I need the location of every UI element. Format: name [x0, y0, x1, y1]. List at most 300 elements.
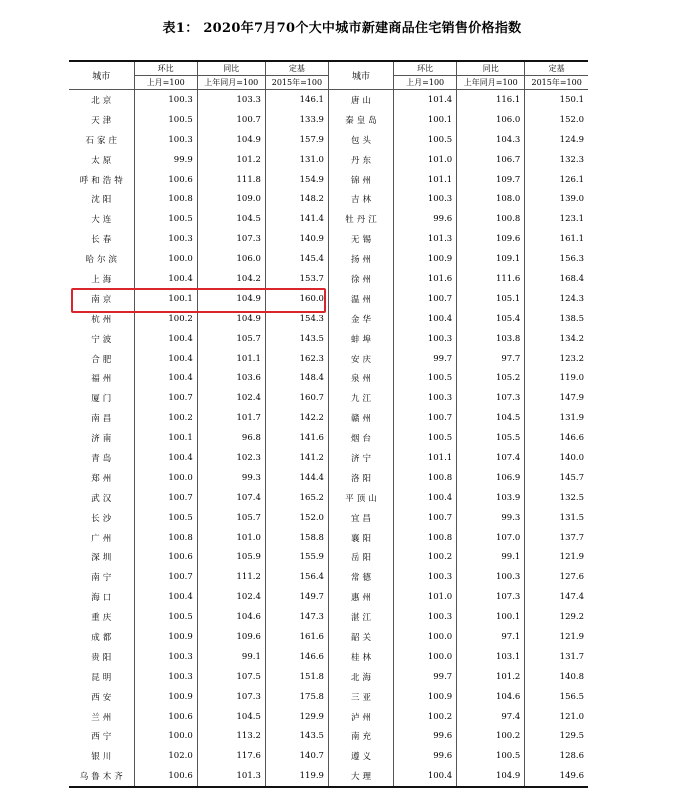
left-yoy-cell: 103.3	[197, 90, 265, 110]
header-base-left: 定基	[265, 61, 328, 76]
left-yoy-cell: 101.1	[197, 349, 265, 369]
right-base-cell: 123.2	[525, 349, 588, 369]
left-yoy-cell: 107.3	[197, 229, 265, 249]
left-yoy-cell: 103.6	[197, 368, 265, 388]
right-mom-cell: 100.7	[394, 408, 457, 428]
right-base-cell: 152.0	[525, 110, 588, 130]
left-city-cell: 青岛	[91, 453, 115, 464]
left-base-cell: 141.4	[265, 209, 328, 229]
left-city-cell: 乌鲁木齐	[69, 766, 134, 787]
left-mom-cell: 100.5	[134, 607, 197, 627]
right-yoy-cell: 104.6	[457, 687, 525, 707]
left-yoy-cell: 99.3	[197, 468, 265, 488]
right-base-cell: 168.4	[525, 269, 588, 289]
left-mom-cell: 100.6	[134, 547, 197, 567]
right-base-cell: 132.3	[525, 150, 588, 170]
right-city-cell: 平顶山	[328, 488, 393, 508]
right-base-cell: 127.6	[525, 567, 588, 587]
table-row	[69, 368, 588, 388]
right-yoy-cell: 103.1	[457, 647, 525, 667]
left-mom-cell: 100.6	[134, 766, 197, 787]
right-yoy-cell: 106.0	[457, 110, 525, 130]
table-row	[69, 528, 588, 548]
right-base-cell: 124.3	[525, 289, 588, 309]
header-city-right: 城市	[328, 61, 393, 90]
table-row	[69, 547, 588, 567]
right-city-cell: 襄阳	[328, 528, 393, 548]
right-mom-cell: 101.1	[394, 448, 457, 468]
right-city-cell: 韶关	[328, 627, 393, 647]
header-city-left: 城市	[69, 61, 134, 90]
left-city-cell: 郑州	[91, 473, 115, 484]
table-row	[69, 567, 588, 587]
table-row	[69, 746, 588, 766]
right-yoy-cell: 100.2	[457, 727, 525, 747]
right-yoy-cell: 106.7	[457, 150, 525, 170]
left-mom-cell: 100.5	[134, 209, 197, 229]
right-mom-cell: 101.3	[394, 229, 457, 249]
left-base-cell: 140.9	[265, 229, 328, 249]
table-row	[69, 766, 588, 787]
left-yoy-cell: 111.8	[197, 170, 265, 190]
left-base-cell: 131.0	[265, 150, 328, 170]
right-base-cell: 126.1	[525, 170, 588, 190]
right-mom-cell: 100.7	[394, 508, 457, 528]
left-mom-cell: 100.1	[134, 428, 197, 448]
left-base-cell: 175.8	[265, 687, 328, 707]
right-city-cell: 吉林	[328, 189, 393, 209]
right-base-cell: 140.0	[525, 448, 588, 468]
right-yoy-cell: 105.1	[457, 289, 525, 309]
left-base-cell: 149.7	[265, 587, 328, 607]
table-row	[69, 428, 588, 448]
left-mom-cell: 100.3	[134, 90, 197, 110]
left-yoy-cell: 105.7	[197, 508, 265, 528]
right-mom-cell: 100.0	[394, 627, 457, 647]
right-base-cell: 131.7	[525, 647, 588, 667]
right-yoy-cell: 99.1	[457, 547, 525, 567]
right-city-cell: 济宁	[328, 448, 393, 468]
right-mom-cell: 100.1	[394, 110, 457, 130]
table-row	[69, 170, 588, 190]
left-base-cell: 140.7	[265, 746, 328, 766]
table-row	[69, 587, 588, 607]
header-mom-base-right: 上月=100	[394, 76, 457, 90]
right-city-cell: 温州	[328, 289, 393, 309]
left-city-cell: 北京	[91, 95, 115, 106]
left-base-cell: 155.9	[265, 547, 328, 567]
right-base-cell: 145.7	[525, 468, 588, 488]
left-yoy-cell: 101.0	[197, 528, 265, 548]
right-mom-cell: 100.9	[394, 249, 457, 269]
table-row	[69, 329, 588, 349]
table-row	[69, 468, 588, 488]
right-base-cell: 149.6	[525, 766, 588, 787]
left-base-cell: 148.2	[265, 189, 328, 209]
left-yoy-cell: 113.2	[197, 727, 265, 747]
table-row	[69, 229, 588, 249]
table-row	[69, 647, 588, 667]
left-city-cell: 银川	[91, 752, 115, 763]
right-yoy-cell: 105.2	[457, 368, 525, 388]
right-mom-cell: 101.4	[394, 90, 457, 110]
left-yoy-cell: 104.5	[197, 707, 265, 727]
left-city-cell: 长春	[91, 235, 115, 246]
left-mom-cell: 100.4	[134, 448, 197, 468]
left-yoy-cell: 104.6	[197, 607, 265, 627]
right-city-cell: 扬州	[328, 249, 393, 269]
table-body	[69, 90, 588, 788]
table-row	[69, 508, 588, 528]
left-base-cell: 157.9	[265, 130, 328, 150]
right-base-cell: 123.1	[525, 209, 588, 229]
left-mom-cell: 100.4	[134, 349, 197, 369]
right-mom-cell: 100.8	[394, 468, 457, 488]
left-mom-cell: 100.4	[134, 587, 197, 607]
header-yoy-right: 同比	[457, 61, 525, 76]
left-base-cell: 152.0	[265, 508, 328, 528]
left-city-cell: 昆明	[91, 672, 115, 683]
right-city-cell: 遵义	[328, 746, 393, 766]
left-city-cell: 兰州	[91, 712, 115, 723]
left-mom-cell: 100.3	[134, 229, 197, 249]
right-mom-cell: 101.0	[394, 587, 457, 607]
table-row	[69, 627, 588, 647]
left-city-cell: 哈尔滨	[85, 255, 121, 266]
right-city-cell: 惠州	[328, 587, 393, 607]
table-title: 表1： 2020年7月70个大中城市新建商品住宅销售价格指数	[162, 21, 522, 36]
left-mom-cell: 100.7	[134, 488, 197, 508]
left-city-cell: 南宁	[91, 573, 115, 584]
table-row	[69, 607, 588, 627]
left-city-cell: 长沙	[91, 513, 115, 524]
right-base-cell: 156.3	[525, 249, 588, 269]
right-mom-cell: 100.8	[394, 528, 457, 548]
left-base-cell: 129.9	[265, 707, 328, 727]
left-city-cell: 大连	[91, 215, 115, 226]
right-yoy-cell: 101.2	[457, 667, 525, 687]
right-city-cell: 常德	[328, 567, 393, 587]
right-base-cell: 140.8	[525, 667, 588, 687]
right-mom-cell: 101.0	[394, 150, 457, 170]
left-city-cell: 上海	[91, 274, 115, 285]
left-mom-cell: 100.1	[134, 289, 197, 309]
left-base-cell: 133.9	[265, 110, 328, 130]
table-row	[69, 667, 588, 687]
table-row	[69, 488, 588, 508]
price-index-table	[69, 60, 588, 788]
left-city-cell: 福州	[91, 374, 115, 385]
left-yoy-cell: 109.0	[197, 189, 265, 209]
right-city-cell: 桂林	[328, 647, 393, 667]
right-city-cell: 北海	[328, 667, 393, 687]
left-yoy-cell: 104.2	[197, 269, 265, 289]
header-base-right: 定基	[525, 61, 588, 76]
right-mom-cell: 100.3	[394, 607, 457, 627]
left-base-cell: 142.2	[265, 408, 328, 428]
left-yoy-cell: 105.7	[197, 329, 265, 349]
right-city-cell: 徐州	[328, 269, 393, 289]
left-base-cell: 148.4	[265, 368, 328, 388]
right-base-cell: 139.0	[525, 189, 588, 209]
table-row	[69, 90, 588, 110]
left-city-cell: 成都	[91, 632, 115, 643]
right-city-cell: 丹东	[328, 150, 393, 170]
left-base-cell: 119.9	[265, 766, 328, 787]
left-yoy-cell: 102.4	[197, 388, 265, 408]
left-yoy-cell: 117.6	[197, 746, 265, 766]
table-row	[69, 269, 588, 289]
left-mom-cell: 100.4	[134, 269, 197, 289]
left-base-cell: 143.5	[265, 727, 328, 747]
left-base-cell: 160.7	[265, 388, 328, 408]
left-yoy-cell: 96.8	[197, 428, 265, 448]
left-mom-cell: 100.5	[134, 110, 197, 130]
table-row	[69, 130, 588, 150]
right-mom-cell: 99.6	[394, 746, 457, 766]
left-city-cell: 石家庄	[85, 135, 121, 146]
right-city-cell: 泸州	[328, 707, 393, 727]
right-base-cell: 132.5	[525, 488, 588, 508]
table-row	[69, 707, 588, 727]
right-yoy-cell: 105.4	[457, 309, 525, 329]
left-base-cell: 160.0	[265, 289, 328, 309]
left-mom-cell: 100.3	[134, 647, 197, 667]
header-yoy-base-right: 上年同月=100	[457, 76, 525, 90]
left-yoy-cell: 104.9	[197, 289, 265, 309]
left-city-cell: 武汉	[91, 493, 115, 504]
left-yoy-cell: 100.7	[197, 110, 265, 130]
right-yoy-cell: 100.3	[457, 567, 525, 587]
right-base-cell: 146.6	[525, 428, 588, 448]
left-city-cell: 宁波	[91, 334, 115, 345]
left-city-cell: 合肥	[91, 354, 115, 365]
right-yoy-cell: 107.0	[457, 528, 525, 548]
header-fixed-base-left: 2015年=100	[265, 76, 328, 90]
left-mom-cell: 102.0	[134, 746, 197, 766]
left-city-cell: 深圳	[91, 553, 115, 564]
left-city-cell: 南京	[91, 294, 115, 305]
right-city-cell: 三亚	[328, 687, 393, 707]
right-yoy-cell: 104.5	[457, 408, 525, 428]
right-city-cell: 宜昌	[328, 508, 393, 528]
left-mom-cell: 99.9	[134, 150, 197, 170]
table-row	[69, 209, 588, 229]
right-city-cell: 岳阳	[328, 547, 393, 567]
right-city-cell: 安庆	[328, 349, 393, 369]
right-city-cell: 包头	[328, 130, 393, 150]
right-mom-cell: 99.6	[394, 727, 457, 747]
left-city-cell: 太原	[91, 155, 115, 166]
left-mom-cell: 100.5	[134, 508, 197, 528]
left-yoy-cell: 101.2	[197, 150, 265, 170]
right-yoy-cell: 105.5	[457, 428, 525, 448]
left-mom-cell: 100.9	[134, 687, 197, 707]
table-row	[69, 249, 588, 269]
left-yoy-cell: 107.4	[197, 488, 265, 508]
left-yoy-cell: 101.7	[197, 408, 265, 428]
right-yoy-cell: 97.7	[457, 349, 525, 369]
header-yoy-left: 同比	[197, 61, 265, 76]
right-yoy-cell: 104.3	[457, 130, 525, 150]
right-base-cell: 121.9	[525, 627, 588, 647]
table-row	[69, 448, 588, 468]
left-city-cell: 南昌	[91, 414, 115, 425]
table-row	[69, 388, 588, 408]
right-yoy-cell: 109.7	[457, 170, 525, 190]
left-base-cell: 153.7	[265, 269, 328, 289]
right-base-cell: 147.4	[525, 587, 588, 607]
left-city-cell: 西宁	[91, 732, 115, 743]
right-yoy-cell: 109.6	[457, 229, 525, 249]
right-city-cell: 金华	[328, 309, 393, 329]
right-yoy-cell: 103.9	[457, 488, 525, 508]
right-mom-cell: 100.5	[394, 130, 457, 150]
right-base-cell: 131.5	[525, 508, 588, 528]
right-yoy-cell: 107.3	[457, 587, 525, 607]
right-yoy-cell: 97.1	[457, 627, 525, 647]
right-mom-cell: 100.2	[394, 547, 457, 567]
left-base-cell: 146.6	[265, 647, 328, 667]
left-city-cell: 呼和浩特	[79, 175, 126, 186]
table-row	[69, 349, 588, 369]
table-row	[69, 150, 588, 170]
left-mom-cell: 100.3	[134, 667, 197, 687]
left-yoy-cell: 104.9	[197, 309, 265, 329]
left-yoy-cell: 99.1	[197, 647, 265, 667]
left-city-cell: 沈阳	[91, 195, 115, 206]
left-base-cell: 158.8	[265, 528, 328, 548]
right-base-cell: 121.9	[525, 547, 588, 567]
right-mom-cell: 100.3	[394, 329, 457, 349]
right-city-cell: 大理	[328, 766, 393, 787]
right-base-cell: 131.9	[525, 408, 588, 428]
left-city-cell: 济南	[91, 434, 115, 445]
right-city-cell: 赣州	[328, 408, 393, 428]
right-mom-cell: 99.6	[394, 209, 457, 229]
right-base-cell: 119.0	[525, 368, 588, 388]
right-mom-cell: 99.7	[394, 667, 457, 687]
left-yoy-cell: 107.3	[197, 687, 265, 707]
header-fixed-base-right: 2015年=100	[525, 76, 588, 90]
right-base-cell: 129.2	[525, 607, 588, 627]
left-base-cell: 161.6	[265, 627, 328, 647]
left-base-cell: 146.1	[265, 90, 328, 110]
right-mom-cell: 100.7	[394, 289, 457, 309]
left-city-cell: 贵阳	[91, 652, 115, 663]
left-base-cell: 141.2	[265, 448, 328, 468]
right-base-cell: 128.6	[525, 746, 588, 766]
right-city-cell: 洛阳	[328, 468, 393, 488]
right-city-cell: 唐山	[328, 90, 393, 110]
table-row	[69, 110, 588, 130]
right-base-cell: 150.1	[525, 90, 588, 110]
right-yoy-cell: 103.8	[457, 329, 525, 349]
right-yoy-cell: 108.0	[457, 189, 525, 209]
right-base-cell: 124.9	[525, 130, 588, 150]
right-yoy-cell: 97.4	[457, 707, 525, 727]
left-base-cell: 144.4	[265, 468, 328, 488]
right-mom-cell: 101.6	[394, 269, 457, 289]
right-city-cell: 无锡	[328, 229, 393, 249]
left-mom-cell: 100.8	[134, 189, 197, 209]
left-mom-cell: 100.0	[134, 468, 197, 488]
left-mom-cell: 100.6	[134, 707, 197, 727]
header-mom-right: 环比	[394, 61, 457, 76]
right-mom-cell: 100.9	[394, 687, 457, 707]
right-city-cell: 湛江	[328, 607, 393, 627]
left-city-cell: 重庆	[91, 613, 115, 624]
right-mom-cell: 99.7	[394, 349, 457, 369]
right-city-cell: 锦州	[328, 170, 393, 190]
left-city-cell: 海口	[91, 593, 115, 604]
left-base-cell: 141.6	[265, 428, 328, 448]
header-mom-left: 环比	[134, 61, 197, 76]
right-city-cell: 牡丹江	[328, 209, 393, 229]
left-mom-cell: 100.9	[134, 627, 197, 647]
left-yoy-cell: 101.3	[197, 766, 265, 787]
right-base-cell: 147.9	[525, 388, 588, 408]
left-mom-cell: 100.8	[134, 528, 197, 548]
highlight-box	[71, 288, 326, 313]
left-city-cell: 天津	[91, 115, 115, 126]
right-mom-cell: 100.4	[394, 309, 457, 329]
right-mom-cell: 100.3	[394, 388, 457, 408]
table-row	[69, 727, 588, 747]
right-city-cell: 泉州	[328, 368, 393, 388]
right-base-cell: 134.2	[525, 329, 588, 349]
right-city-cell: 蚌埠	[328, 329, 393, 349]
right-city-cell: 南充	[328, 727, 393, 747]
left-mom-cell: 100.2	[134, 309, 197, 329]
left-mom-cell: 100.6	[134, 170, 197, 190]
left-city-cell: 广州	[91, 533, 115, 544]
left-yoy-cell: 104.5	[197, 209, 265, 229]
right-mom-cell: 100.2	[394, 707, 457, 727]
header-yoy-base-left: 上年同月=100	[197, 76, 265, 90]
left-mom-cell: 100.7	[134, 388, 197, 408]
right-yoy-cell: 111.6	[457, 269, 525, 289]
left-mom-cell: 100.4	[134, 368, 197, 388]
right-city-cell: 九江	[328, 388, 393, 408]
right-base-cell: 156.5	[525, 687, 588, 707]
right-yoy-cell: 104.9	[457, 766, 525, 787]
left-yoy-cell: 106.0	[197, 249, 265, 269]
right-yoy-cell: 100.5	[457, 746, 525, 766]
left-mom-cell: 100.2	[134, 408, 197, 428]
right-yoy-cell: 100.1	[457, 607, 525, 627]
left-yoy-cell: 102.3	[197, 448, 265, 468]
left-base-cell: 151.8	[265, 667, 328, 687]
right-yoy-cell: 106.9	[457, 468, 525, 488]
left-base-cell: 162.3	[265, 349, 328, 369]
header-mom-base-left: 上月=100	[134, 76, 197, 90]
right-mom-cell: 100.5	[394, 368, 457, 388]
right-yoy-cell: 99.3	[457, 508, 525, 528]
right-base-cell: 129.5	[525, 727, 588, 747]
right-yoy-cell: 100.8	[457, 209, 525, 229]
right-mom-cell: 100.5	[394, 428, 457, 448]
right-mom-cell: 100.4	[394, 766, 457, 787]
right-yoy-cell: 107.4	[457, 448, 525, 468]
right-mom-cell: 100.3	[394, 567, 457, 587]
table-row	[69, 189, 588, 209]
left-city-cell: 杭州	[91, 314, 115, 325]
left-mom-cell: 100.0	[134, 249, 197, 269]
right-city-cell: 秦皇岛	[328, 110, 393, 130]
right-yoy-cell: 116.1	[457, 90, 525, 110]
left-base-cell: 165.2	[265, 488, 328, 508]
